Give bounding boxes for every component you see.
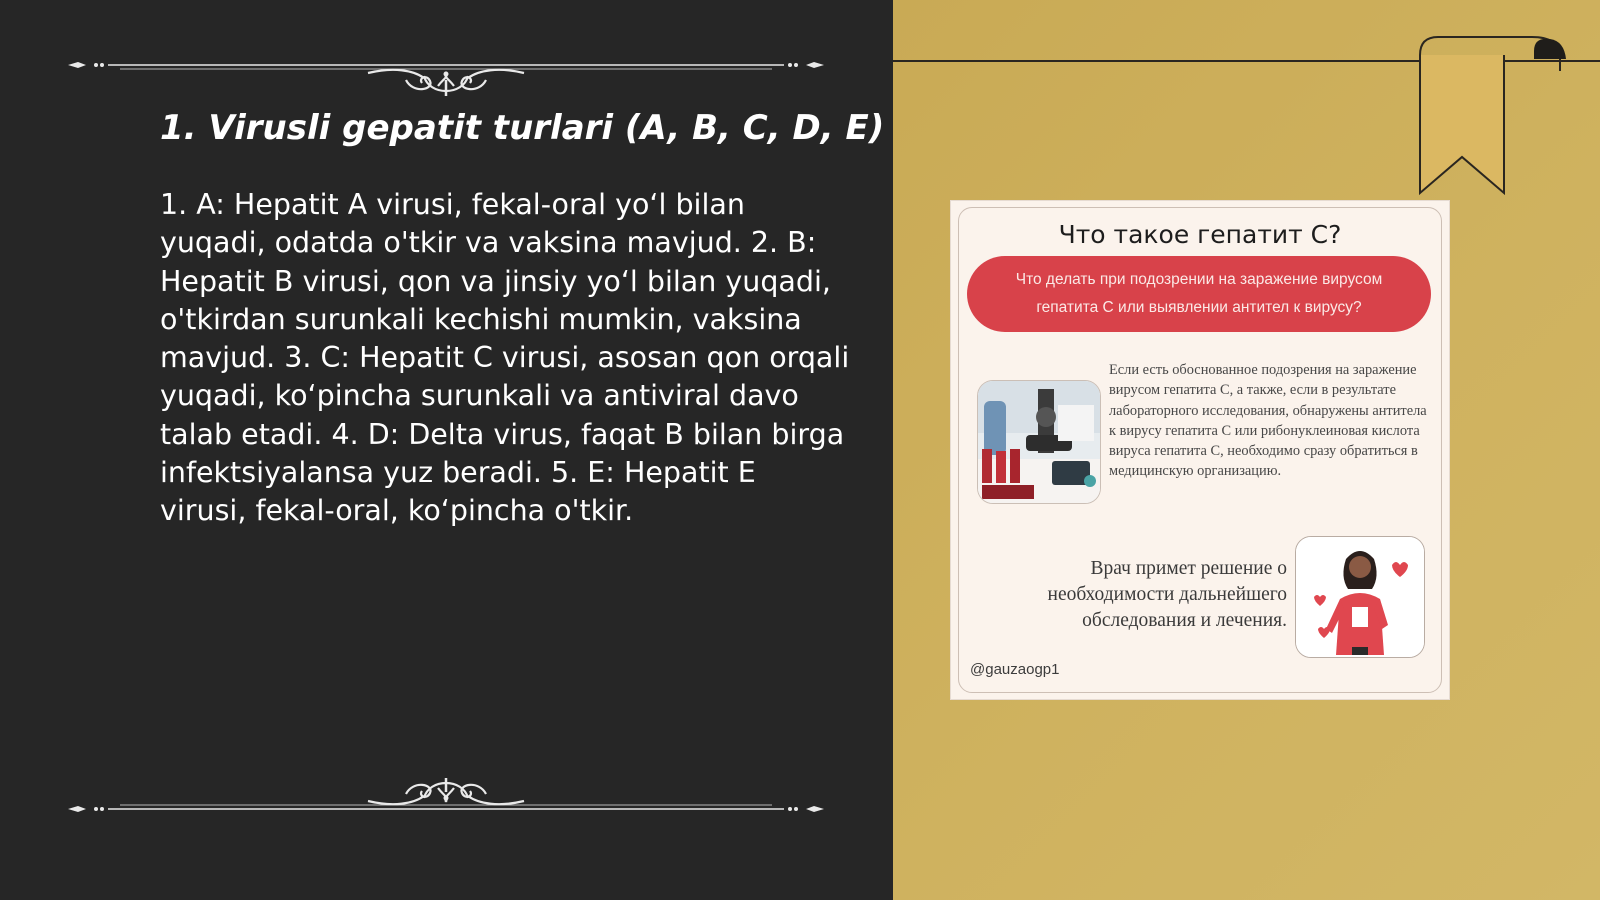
bookmark-ribbon-icon bbox=[1410, 35, 1570, 200]
card-doctor-line-1: Врач примет решение о bbox=[1090, 558, 1287, 579]
card-frame bbox=[958, 207, 1442, 693]
hepatitis-c-info-card bbox=[950, 200, 1450, 700]
card-title: Что такое гепатит С? bbox=[1058, 220, 1342, 249]
card-question-line-2: гепатита С или выявлении антител к вирусу? bbox=[1036, 299, 1362, 316]
top-ornament-divider bbox=[68, 50, 824, 96]
card-doctor-line-2: необходимости дальнейшего bbox=[1047, 584, 1287, 605]
card-question-banner bbox=[967, 256, 1431, 332]
doctor-illustration bbox=[1295, 536, 1425, 658]
slide-body-text: 1. A: Hepatit A virusi, fekal-oral yo‘l bilan yuqadi, odatda o'tkir va vaksina mavjud. 2. B: Hepatit B virusi, qon va jinsiy yo‘l bilan yuqadi, o'tkirdan surunkali kechishi mumkin, vaksina mavjud. 3. C: Hepatit C virusi, asosan qon orqali yuqadi, ko‘pincha surunkali va antiviral davo talab etadi. 4. D: Delta virus, faqat B bilan birga infektsiyalansa yuz beradi. 5. E: Hepatit E virusi, fekal-oral, ko‘pincha o'tkir. bbox=[160, 188, 850, 528]
card-doctor-note bbox=[969, 556, 1287, 634]
card-paragraph: Если есть обоснованное подозрения на заражение вирусом гепатита С, а также, если в результате лабораторного исследования, обнаружены антитела к вирусу гепатита С или рибонуклеиновая кислота вируса гепатита С, необходимо сразу обратиться в медицинскую организацию. bbox=[1109, 362, 1427, 480]
slide-title: 1. Virusli gepatit turlari (A, B, C, D, E) bbox=[160, 108, 885, 148]
lab-photo bbox=[977, 380, 1101, 504]
card-question-line-1: Что делать при подозрении на заражение вирусом bbox=[1015, 271, 1383, 288]
bottom-ornament-divider bbox=[68, 778, 824, 824]
card-social-handle: @gauzaogp1 bbox=[970, 661, 1060, 678]
card-doctor-line-3: обследования и лечения. bbox=[1082, 610, 1287, 631]
